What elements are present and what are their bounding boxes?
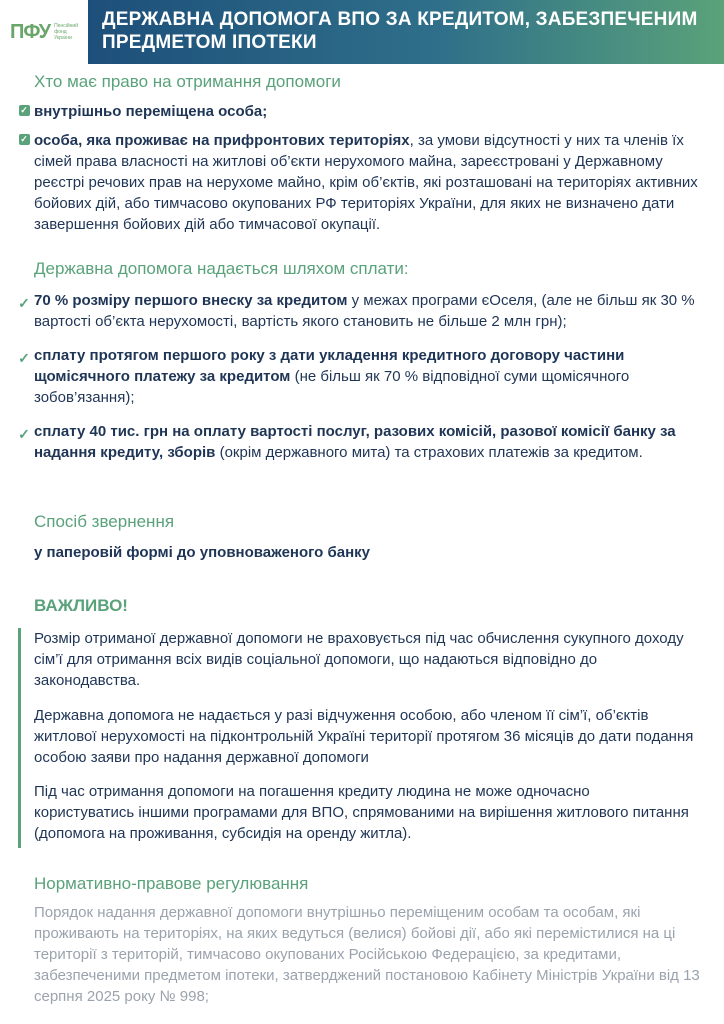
check-icon: ✓ bbox=[18, 295, 30, 311]
important-title: ВАЖЛИВО! bbox=[34, 596, 128, 615]
page-title: ДЕРЖАВНА ДОПОМОГА ВПО ЗА КРЕДИТОМ, ЗАБЕЗПЕЧЕНИМ ПРЕДМЕТОМ ІПОТЕКИ bbox=[88, 0, 724, 64]
important-divider bbox=[18, 628, 21, 848]
item-rest: (не більш як 70 % відповідної суми щомісячного зобов’язання); bbox=[34, 368, 630, 406]
header bbox=[0, 0, 724, 64]
item-bold: 70 % розміру першого внеску за кредитом bbox=[34, 292, 348, 309]
payment-item bbox=[14, 345, 714, 408]
payment-title: Державна допомога надається шляхом сплати: bbox=[34, 259, 409, 278]
item-bold: сплату 40 тис. грн на оплату вартості послуг, разових комісій, разової комісії банку за надання кредиту, зборів bbox=[34, 423, 676, 461]
eligibility-item bbox=[14, 130, 714, 235]
important-paragraph: Під час отримання допомоги на погашення кредиту людина не може одночасно користуватись іншими програмами для ВПО, спрямованими на вирішення житлового питання (допомога на проживання, субсидія на оренду житла). bbox=[34, 783, 689, 842]
regulation-title: Нормативно-правове регулювання bbox=[34, 874, 309, 893]
item-rest: , за умови відсутності у них та членів їх сімей права власності на житлові об’єкти нерухомого майна, зареєстровані у Державному реєстрі речових прав на нерухоме майно, крім об’єктів, які розташовані на територіях активних бойових дій, або тимчасово окупованих РФ територіях України, для яких не визначено дати завершення бойових дій або тимчасової окупації. bbox=[34, 132, 698, 233]
item-rest: у межах програми єОселя, (але не більш як 30 % вартості об’єкта нерухомості, вартість якого становить не більше 2 млн грн); bbox=[34, 292, 695, 330]
item-bold: особа, яка проживає на прифронтових територіях bbox=[34, 132, 410, 149]
logo-text: Пенсійний фонд України bbox=[54, 23, 79, 41]
checkbox-icon: ✓ bbox=[20, 134, 28, 144]
method-text: у паперовій формі до уповноваженого банку bbox=[34, 544, 371, 561]
payment-item bbox=[14, 290, 714, 332]
payment-item bbox=[14, 421, 714, 463]
logo-mark: ПФУ bbox=[10, 20, 51, 43]
check-icon: ✓ bbox=[18, 350, 30, 366]
important-paragraph: Розмір отриманої державної допомоги не враховується під час обчислення сукупного доходу сім’ї для отримання всіх видів соціальної допомоги, що надаються відповідно до законодавства. bbox=[34, 630, 684, 689]
pfu-logo bbox=[0, 0, 88, 64]
regulation-text: Порядок надання державної допомоги внутрішньо переміщеним особам та особам, які проживають на територіях, на яких ведуться (велися) бойові дії, або які перемістилися на ці території з територій, тимчасово окупованих Російською Федерацією, за кредитами, забезпеченими предметом іпотеки, затверджений постановою Кабінету Міністрів України від 13 серпня 2025 року № 998; bbox=[34, 904, 700, 1005]
method-title: Спосіб звернення bbox=[34, 512, 175, 531]
item-rest: (окрім державного мита) та страхових платежів за кредитом. bbox=[215, 444, 643, 461]
checkbox-icon: ✓ bbox=[20, 105, 28, 115]
item-bold: внутрішньо переміщена особа; bbox=[34, 103, 268, 120]
eligibility-title: Хто має право на отримання допомоги bbox=[34, 72, 341, 91]
item-bold: сплату протягом першого року з дати укладення кредитного договору частини щомісячного платежу за кредитом bbox=[34, 347, 625, 385]
eligibility-item bbox=[14, 101, 714, 122]
check-icon: ✓ bbox=[18, 426, 30, 442]
important-paragraph: Державна допомога не надається у разі відчуження особою, або членом її сім’ї, об’єктів житлової нерухомості на підконтрольній Україні території протягом 36 місяців до дати подання особою заяви про надання державної допомоги bbox=[34, 707, 694, 766]
